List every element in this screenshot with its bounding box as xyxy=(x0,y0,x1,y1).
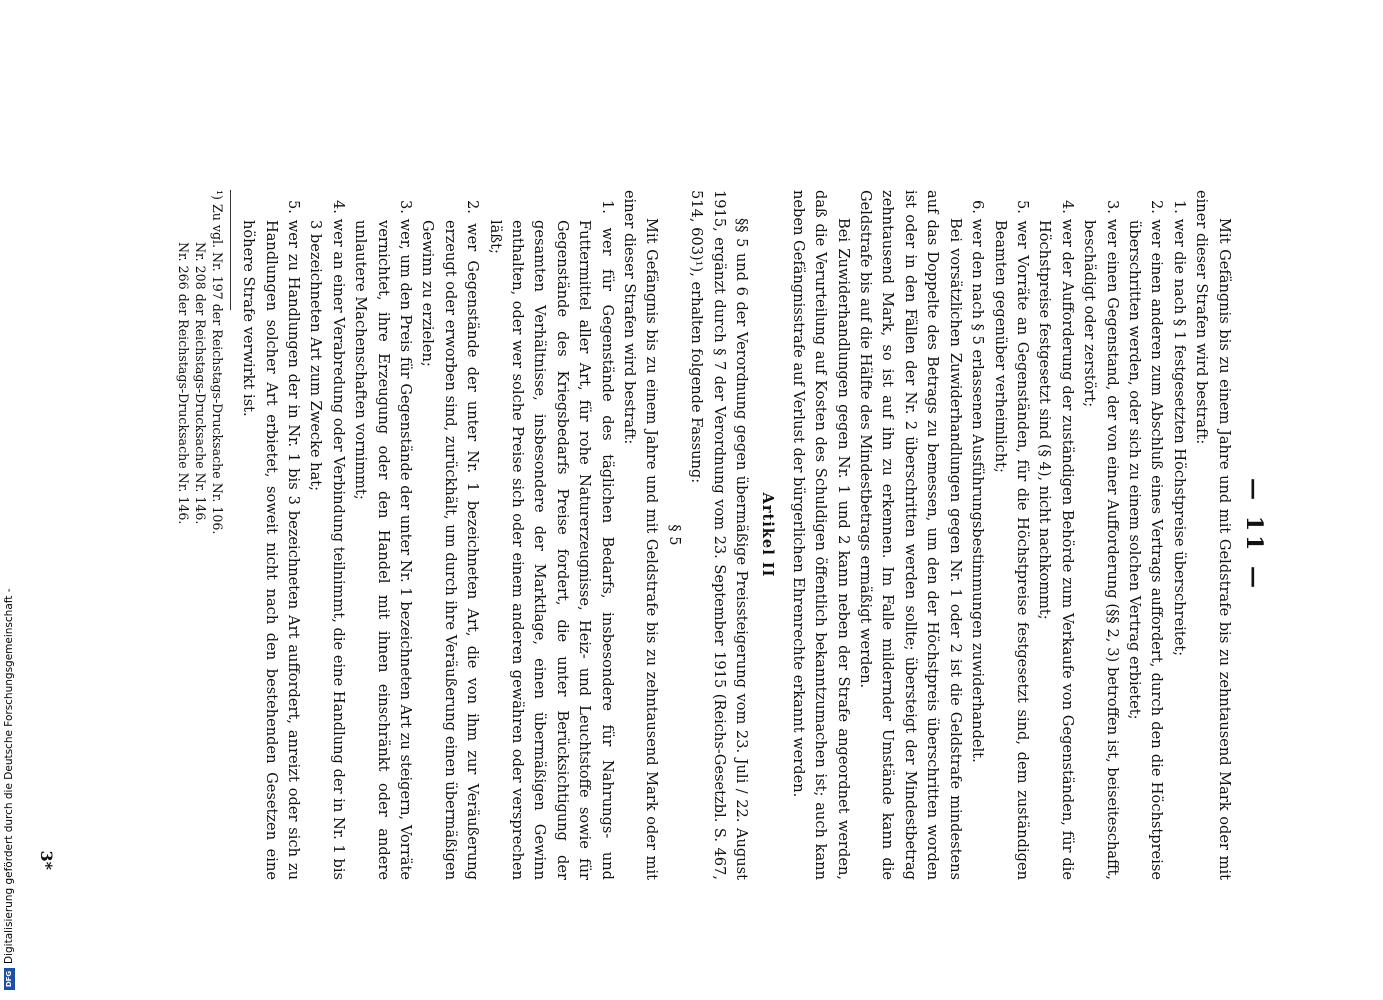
list-item: 2. wer einen anderen zum Abschluß eines Vertrags auffordert, durch den die Höchstpreise überschritten werden, oder sich zu einem solchen Vertrag erbietet; xyxy=(1125,200,1166,880)
page-number: — 11 — xyxy=(1241,478,1267,592)
list-item: 3. wer, um den Preis für Gegenstände der unter Nr. 1 bezeichneten Art zu steigern, Vorräte vernichtet, ihre Erzeugung oder den Handel mit ihnen einschränkt oder andere unlautere Machenschaften vornimmt; xyxy=(352,200,414,880)
intro-paragraph-2: Mit Gefängnis bis zu einem Jahre und mit Geldstrafe bis zu zehntausend Mark oder mit einer dieser Strafen wird bestraft: xyxy=(621,190,661,880)
footnote: ¹) Zu vgl. Nr. 197 der Reichstags-Drucksache Nr. 106. xyxy=(209,190,225,535)
penalty-paragraph: Bei vorsätzlichen Zuwiderhandlungen gegen Nr. 1 oder 2 ist die Geldstrafe mindestens auf das Doppelte des Betrags zu bemessen, um den der Höchstpreis überschritten worden ist oder in den Fällen der Nr. 2 überschritten werden sollte; übersteigt der Mindestbetrag zehntausend Mark, so ist auf ihn zu erkennen. Im Falle mildernder Umstände kann die Geldstrafe bis auf die Hälfte des Mindestbetrags ermäßigt werden. xyxy=(857,190,964,880)
section-heading: § 5 xyxy=(665,524,683,546)
article-heading: Artikel II xyxy=(759,492,777,578)
credit-text: Digitalisierung gefördert durch die Deutsche Forschungsgemeinschaft - xyxy=(3,588,15,964)
list-item: 2. wer Gegenstände der unter Nr. 1 bezeichneten Art, die von ihm zur Veräußerung erzeugt oder erworben sind, zurückhält, um durch ihre Veräußerung einen übermäßigen Gewinn zu erzielen; xyxy=(419,200,482,880)
digitization-credit xyxy=(3,0,17,990)
list-item: 1. wer die nach § 1 festgesetzten Höchstpreise überschreitet; xyxy=(1170,200,1188,657)
list-item: 1. wer für Gegenstände des täglichen Bedarfs, insbesondere für Nahrungs- und Futtermittel aller Art, für rohe Naturerzeugnisse, Heiz- und Leuchtstoffe sowie für Gegenstände des Kriegsbedarfs Preise fordert, die unter Berücksichtigung der gesamten Verhältnisse, insbesondere der Marktlage, einen übermäßigen Gewinn enthalten, oder wer solche Preise sich oder einem anderen gewähren oder versprechen läßt; xyxy=(486,200,616,880)
dfg-logo-icon: DFG xyxy=(4,968,15,990)
list-item: 4. wer an einer Verabredung oder Verbindung teilnimmt, die eine Handlung der in Nr. 1 bis 3 bezeichneten Art zum Zwecke hat; xyxy=(307,200,347,880)
footnote-divider xyxy=(230,190,231,310)
publication-paragraph: Bei Zuwiderhandlungen gegen Nr. 1 und 2 kann neben der Strafe angeordnet werden, daß die Verurteilung auf Kosten des Schuldigen öffentlich bekanntzumachen ist; auch kann neben Gefängnisstrafe auf Verlust der bürgerlichen Ehrenrechte erkannt werden. xyxy=(789,190,852,880)
list-item: 5. wer zu Handlungen der in Nr. 1 bis 3 bezeichneten Art auffordert, anreizt oder sich zu Handlungen solcher Art erbietet, soweit nicht nach den bestehenden Gesetzen eine höhere Strafe verwirkt ist. xyxy=(240,200,302,880)
list-item: 6. wer den nach § 5 erlassenen Ausführungsbestimmungen zuwiderhandelt. xyxy=(969,200,987,763)
list-item: 4. wer der Aufforderung der zuständigen Behörde zum Verkaufe von Gegenständen, für die Höchstpreise festgesetzt sind (§ 4), nicht nachkommt; xyxy=(1036,200,1076,880)
list-item: 5. wer Vorräte an Gegenständen, für die Höchstpreise festgesetzt sind, dem zuständigen Beamten gegenüber verheimlicht; xyxy=(991,200,1031,880)
amendment-paragraph: §§ 5 und 6 der Verordnung gegen übermäßige Preissteigerung vom 23. Juli / 22. August 1915, ergänzt durch § 7 der Verordnung vom 23. September 1915 (Reichs-Gesetzbl. S. 467, 514, 603)¹), erhalten folgende Fassung: xyxy=(688,190,751,880)
footnote: Nr. 208 der Reichstags-Drucksache Nr. 146. xyxy=(192,242,208,525)
footnote: Nr. 266 der Reichstags-Drucksache Nr. 146. xyxy=(175,242,191,525)
list-item: 3. wer einen Gegenstand, der von einer Aufforderung (§§ 2, 3) betroffen ist, beiseiteschafft, beschädigt oder zerstört; xyxy=(1081,200,1121,880)
rotated-document-page xyxy=(37,190,1267,880)
intro-paragraph: Mit Gefängnis bis zu einem Jahre und mit Geldstrafe bis zu zehntausend Mark oder mit einer dieser Strafen wird bestraft: xyxy=(1193,190,1233,880)
signature-mark: 3* xyxy=(37,850,57,870)
